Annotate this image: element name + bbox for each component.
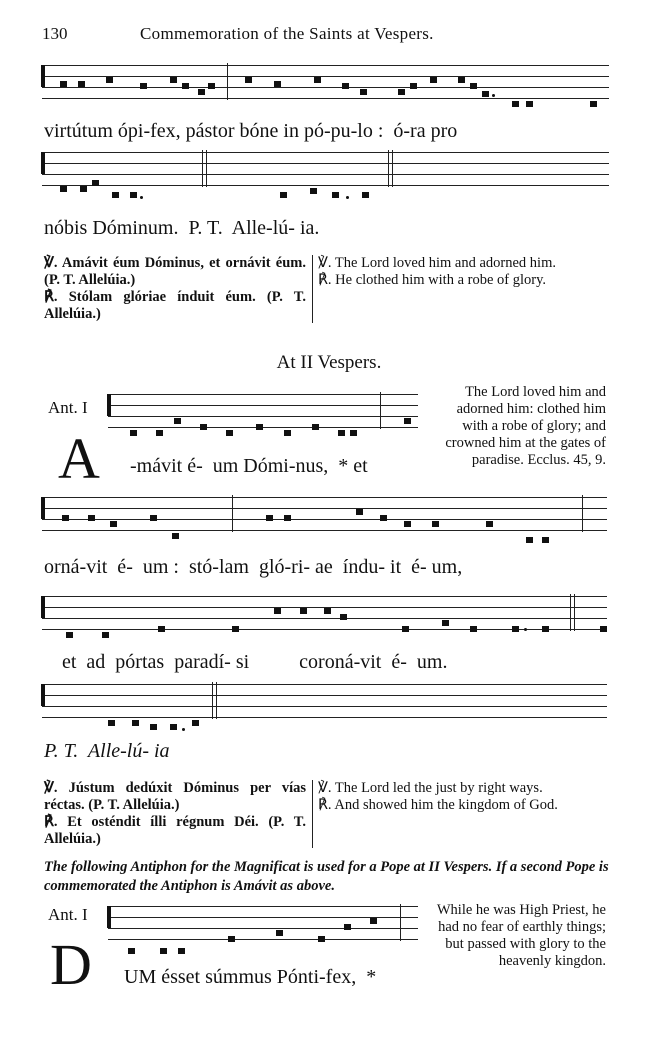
verse-english-r: ℟. He clothed him with a robe of glory. [318,272,547,288]
verse-english-v: ℣. The Lord loved him and adorned him. [318,255,556,271]
verse-latin-2 [44,780,306,848]
verse-english-2 [318,780,608,814]
antiphon-2-staff [108,904,418,944]
antiphon-staff-2 [42,495,607,535]
verse-english-r: ℟. And showed him the kingdom of God. [318,797,558,813]
antiphon-2-initial: D [50,932,92,997]
verse-latin-1 [44,255,306,323]
chant-lyrics-1: virtútum ópi-fex, pástor bóne in pó-pu-lo : ó-ra pro [44,120,458,142]
verse-english-1 [318,255,608,289]
verse-latin-r: ℟. Et osténdit ílli régnum Déi. (P. T. Allelúia.) [44,814,306,847]
verse-latin-v: ℣. Jústum dedúxit Dóminus per vías réctas. (P. T. Allelúia.) [44,780,306,813]
chant-lyrics-2: nóbis Dóminum. P. T. Alle-lú- ia. [44,217,320,239]
running-title: Commemoration of the Saints at Vespers. [140,24,434,43]
verse-english-v: ℣. The Lord led the just by right ways. [318,780,543,796]
antiphon-2-lyrics: UM ésset súmmus Pónti-fex, * [124,966,377,988]
antiphon-label: Ant. I [48,398,88,417]
verse-latin-r: ℟. Stólam glóriae índuit éum. (P. T. Allelúia.) [44,289,306,322]
section-title: At II Vespers. [276,352,382,373]
column-divider [312,780,313,848]
antiphon-2-translation: While he was High Priest, he had no fear of earthly things; but passed with glory to the heavenly kingdon. [436,902,606,969]
antiphon-translation: The Lord loved him and adorned him: clothed him with a robe of glory; and crowned him at the gates of paradise. Ecclus. 45, 9. [445,384,606,468]
antiphon-lyrics-4: P. T. Alle-lú- ia [44,740,170,762]
antiphon-lyrics-3: et ad pórtas paradí- si coroná-vit é- um. [62,651,448,673]
antiphon-lyrics-1: -mávit é- um Dómi-nus, * et [130,455,368,477]
page-number: 130 [42,24,68,43]
verse-latin-v: ℣. Amávit éum Dóminus, et ornávit éum. (P. T. Allelúia.) [44,255,306,288]
antiphon-staff-1 [108,392,418,432]
chant-staff-1 [42,63,609,103]
antiphon-initial: A [58,426,100,491]
antiphon-staff-4 [42,682,607,722]
rubric-text: The following Antiphon for the Magnificat is used for a Pope at II Vespers. If a second Pope is commemorated the Antiphon is Amávit as above. [44,859,609,894]
antiphon-lyrics-2: orná-vit é- um : stó-lam gló-ri- ae índu- it é- um, [44,556,463,578]
column-divider [312,255,313,323]
antiphon-label: Ant. I [48,905,88,924]
chant-staff-2 [42,150,609,190]
antiphon-staff-3 [42,594,607,634]
